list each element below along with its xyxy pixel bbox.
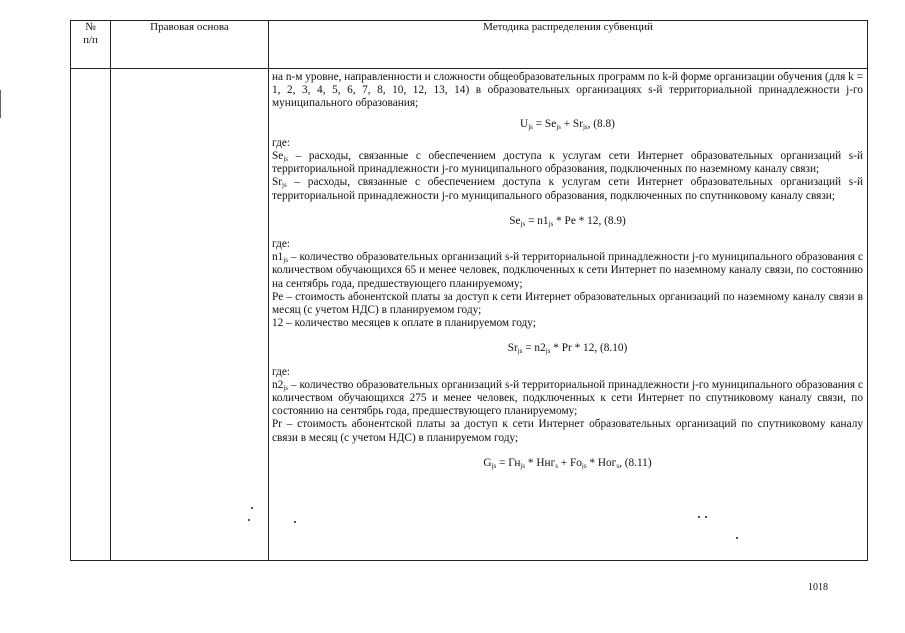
definition-sr: $Sr_{js}$ – расходы, связанные с обеспечением доступа к услугам сети Интернет образовательных организаций s-й территориальной принадлежности j-го муниципального образования, подключенных по спутниковому каналу связи;: [272, 176, 863, 202]
definition-se: $Se_{js}$ – расходы, связанные с обеспечением доступа к услугам сети Интернет образовательных организаций s-й территориальной принадлежности j-го муниципального образования, подключенных по наземному каналу связи;: [272, 150, 863, 176]
table-row: [71, 69, 868, 561]
cell-number: [71, 69, 111, 561]
cell-legal-basis: [111, 69, 269, 561]
scan-margin-mark: [0, 90, 1, 118]
where-label: где:: [272, 136, 290, 149]
table-header-row: [71, 21, 868, 69]
page-number: 1018: [808, 582, 828, 593]
formula-8-9: $Se_{js} = n1_{js} * Pe * 12$, (8.9): [509, 214, 626, 228]
formula-8-8: $U_{js} = Se_{js} + Sr_{js}$, (8.8): [520, 117, 615, 131]
header-methodology: Методика распределения субвенций: [269, 21, 868, 69]
header-number-line1: №: [85, 21, 96, 33]
header-number: [71, 21, 111, 69]
formula-8-10: $Sr_{js} = n2_{js} * Pr * 12$, (8.10): [507, 342, 628, 356]
formula-8-11: $G_{js} = Гн_{js} * Ннг_s + Fo_{js} * Ног_s$, (8.11): [483, 456, 652, 470]
definition-pe: Pe – стоимость абонентской платы за доступ к сети Интернет образовательных организаций по наземному каналу связи в месяц (с учетом НДС) в планируемом году;: [272, 290, 863, 317]
header-legal-basis: Правовая основа: [111, 21, 269, 69]
where-label: где:: [272, 238, 290, 251]
definition-n2: $n2_{js}$ – количество образовательных организаций s-й территориальной принадлежности j-го муниципального образования с количеством обучающихся 275 и менее человек, подключенных к сети Интернет по спутниковому каналу связи, по состоянию на сентябрь года, предшествующего планируемому;: [272, 378, 863, 418]
header-number-line2: п/п: [83, 34, 98, 46]
definition-12: 12 – количество месяцев к оплате в планируемом году;: [272, 317, 536, 330]
subvention-method-table: [70, 20, 868, 561]
paragraph-intro: на n-м уровне, направленности и сложности общеобразовательных программ по k-й форме организации обучения (для k = 1, 2, 3, 4, 5, 6, 7, 8, 10, 12, 13, 14) в образовательных организациях s-й территориальной принадлежности j-го муниципального образования;: [272, 71, 863, 110]
definition-pr: Pr – стоимость абонентской платы за доступ к сети Интернет образовательных организаций по спутниковому каналу связи в месяц (с учетом НДС) в планируемом году;: [272, 418, 863, 444]
cell-methodology: [269, 69, 868, 561]
where-label: где:: [272, 365, 290, 378]
definition-n1: $n1_{js}$ – количество образовательных организаций s-й территориальной принадлежности j-го муниципального образования с количеством обучающихся 65 и менее человек, подключенных к сети Интернет по наземному каналу связи, по состоянию на сентябрь года, предшествующего планируемому;: [272, 251, 863, 290]
